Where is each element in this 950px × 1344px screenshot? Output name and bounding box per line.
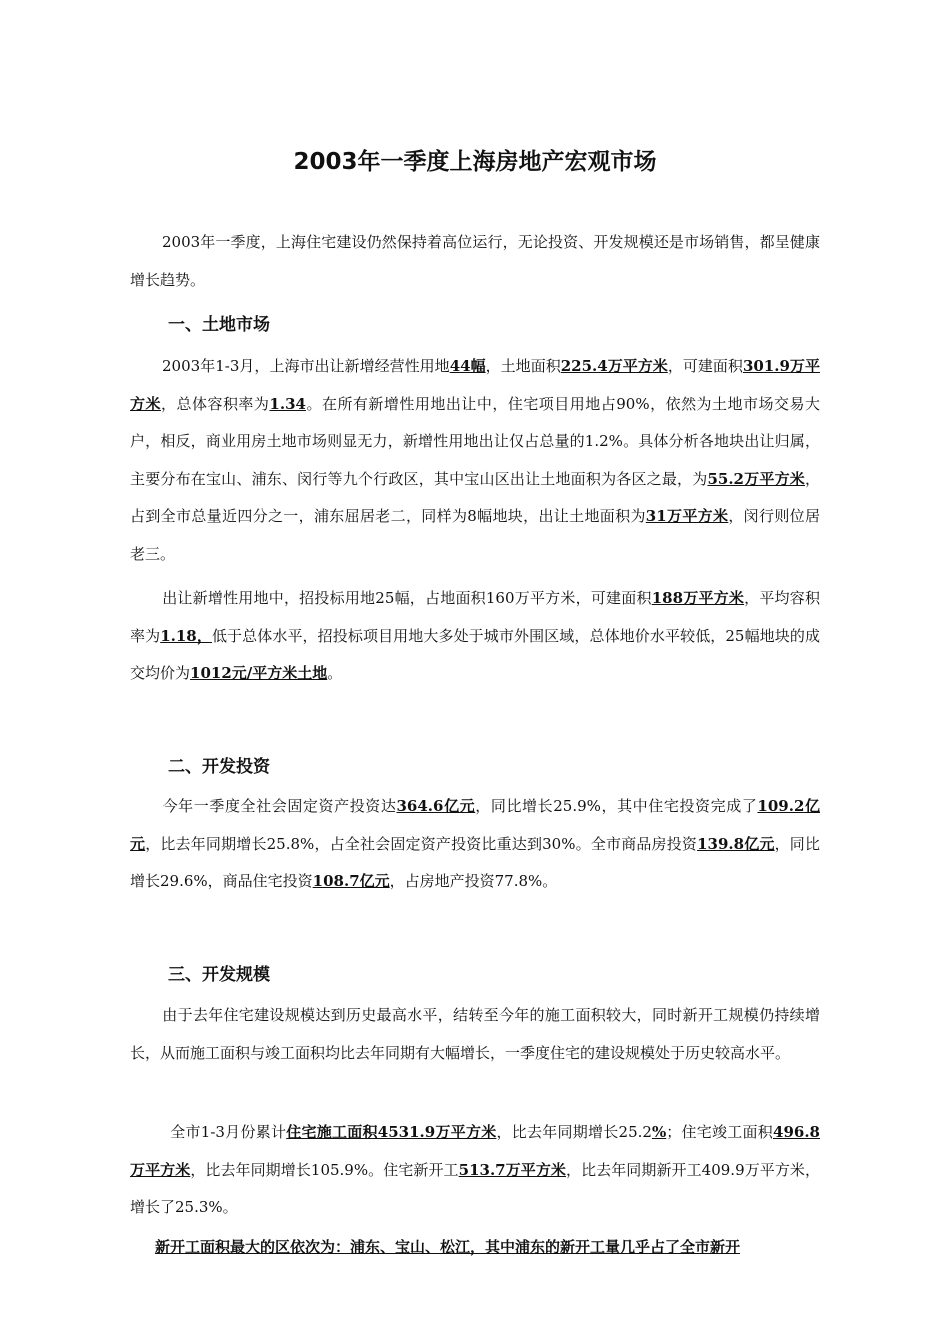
percent-sign: % xyxy=(651,1123,667,1141)
scale-paragraph-3: 新开工面积最大的区依次为：浦东、宝山、松江，其中浦东的新开工量几乎占了全市新开 xyxy=(155,1238,741,1256)
tender-buildable-area: 188万平方米 xyxy=(651,589,745,607)
text-segment: ，可建面积 xyxy=(667,357,743,375)
text-segment: 全市1-3月份累计 xyxy=(170,1123,287,1141)
section-heading-development-scale: 三、开发规模 xyxy=(168,965,270,985)
text-segment: ，闵行则位居老三。 xyxy=(130,507,820,563)
average-land-price: 1012元/平方米土地 xyxy=(190,664,328,682)
scale-paragraph-1 xyxy=(130,997,820,1072)
text-segment: ，土地面积 xyxy=(485,357,561,375)
commercial-housing-investment: 139.8亿元 xyxy=(697,834,775,853)
plot-ratio-value: 1.34 xyxy=(269,394,306,413)
text-segment: ，比去年同期新开工409.9万平方米，增长了25.3%。 xyxy=(130,1160,820,1216)
text-segment: 出让新增性用地中，招投标用地25幅，占地面积160万平方米，可建面积 xyxy=(162,589,652,607)
text-segment: 2003年1-3月，上海市出让新增经营性用地 xyxy=(162,357,450,375)
fixed-asset-investment: 364.6亿元 xyxy=(396,797,476,815)
text-segment: ，平均容积率为 xyxy=(130,589,820,645)
text-segment: ，总体容积率为 xyxy=(160,394,270,413)
construction-area-value: 住宅施工面积4531.9万平方米 xyxy=(286,1123,497,1141)
pudong-area-value: 31万平方米 xyxy=(645,507,729,525)
text-segment: 今年一季度全社会固定资产投资达 xyxy=(162,797,397,815)
section-heading-land-market: 一、土地市场 xyxy=(168,315,270,335)
text-segment: ；住宅竣工面积 xyxy=(666,1123,774,1141)
page-title: 2003年一季度上海房地产宏观市场 xyxy=(293,149,657,176)
text-segment: ，比去年同期增长25.2 xyxy=(496,1123,652,1141)
text-segment: 2003年一季度，上海住宅建设仍然保持着高位运行，无论投资、开发规模还是市场销售，都呈健康增长趋势。 xyxy=(130,233,820,289)
residential-investment: 109.2亿元 xyxy=(130,797,820,853)
land-market-paragraph-2 xyxy=(130,580,820,693)
text-segment: ，比去年同期增长105.9%。住宅新开工 xyxy=(190,1160,459,1179)
text-segment: 低于总体水平，招投标项目用地大多处于城市外围区域，总体地价水平较低，25幅地块的成交均价为 xyxy=(130,626,820,682)
text-segment: ，同比增长29.6%，商品住宅投资 xyxy=(130,834,820,890)
intro-paragraph xyxy=(130,224,820,299)
text-segment: ，占到全市总量近四分之一，浦东屈居老二，同样为8幅地块，出让土地面积为 xyxy=(130,469,820,525)
buildable-area-value: 301.9万平方米 xyxy=(130,357,820,413)
tender-plot-ratio: 1.18， xyxy=(160,626,212,645)
scale-paragraph-2 xyxy=(130,1114,820,1227)
text-segment: ，占房地产投资77.8%。 xyxy=(389,872,558,890)
completed-area-value: 496.8万平方米 xyxy=(130,1123,820,1179)
text-segment: ，同比增长25.9%，其中住宅投资完成了 xyxy=(475,797,758,815)
investment-paragraph xyxy=(130,788,820,901)
section-heading-investment: 二、开发投资 xyxy=(168,757,270,777)
text-segment: ，比去年同期增长25.8%，占全社会固定资产投资比重达到30%。全市商品房投资 xyxy=(145,834,698,853)
commercial-residential-investment: 108.7亿元 xyxy=(312,872,390,890)
new-construction-value: 513.7万平方米 xyxy=(458,1160,566,1179)
text-segment: 。 xyxy=(327,664,343,682)
baoshan-area-value: 55.2万平方米 xyxy=(707,469,805,488)
text-segment: 由于去年住宅建设规模达到历史最高水平，结转至今年的施工面积较大，同时新开工规模仍持续增长，从而施工面积与竣工面积均比去年同期有大幅增长，一季度住宅的建设规模处于历史较高水平。 xyxy=(130,1006,820,1062)
land-plots-count: 44幅 xyxy=(449,357,486,375)
land-market-paragraph-1 xyxy=(130,348,820,573)
land-area-value: 225.4万平方米 xyxy=(560,357,668,375)
text-segment: 。在所有新增性用地出让中，住宅项目用地占90%，依然为土地市场交易大户，相反，商业用房土地市场则显无力，新增性用地出让仅占总量的1.2%。具体分析各地块出让归属，主要分布在宝山、浦东、闵行等九个行政区，其中宝山区出让土地面积为各区之最，为 xyxy=(130,394,820,488)
